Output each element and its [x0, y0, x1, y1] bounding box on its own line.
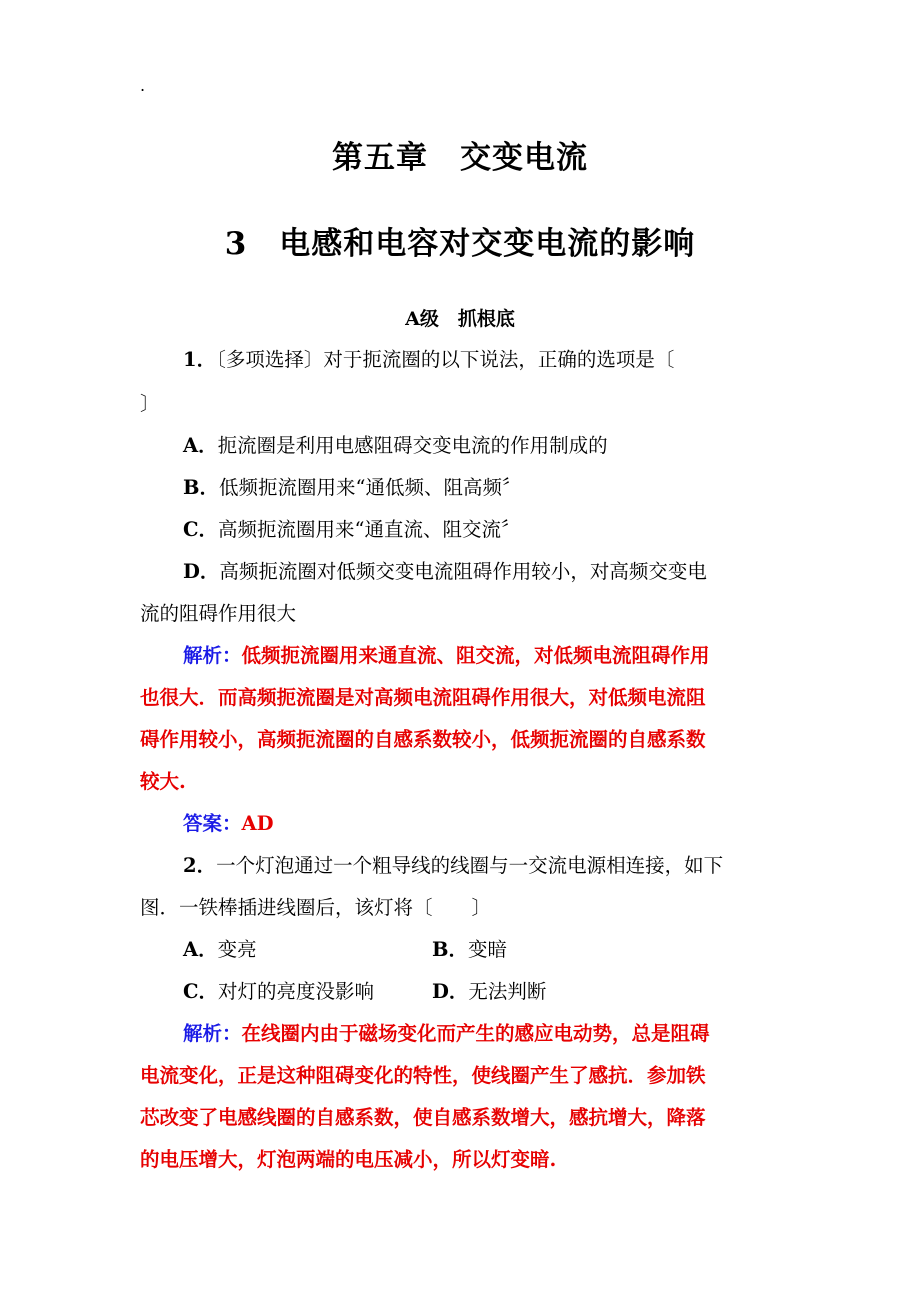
q2-analysis-line2: 电流变化，正是这种阻碍变化的特性，使线圈产生了感抗．参加铁: [140, 1064, 706, 1087]
q2-stem-line1: [183, 852, 723, 880]
answer-label: 答案：: [183, 812, 242, 835]
q1-option-c: [183, 516, 521, 544]
q1-analysis-line2: 也很大．而高频扼流圈是对高频电流阻碍作用很大，对低频电流阻: [140, 686, 706, 709]
q1-analysis-line1: [183, 642, 710, 670]
option-text: 高频扼流圈对低频交变电流阻碍作用较小，对高频交变电: [219, 560, 707, 583]
option-text: 变亮: [217, 938, 257, 961]
analysis-text: 在线圈内由于磁场变化而产生的感应电动势，总是阻碍: [241, 1022, 710, 1045]
option-label: C．: [183, 980, 219, 1003]
option-text: 无法判断: [468, 980, 547, 1003]
q1-analysis-line3: 碍作用较小，高频扼流圈的自感系数较小，低频扼流圈的自感系数: [140, 728, 706, 751]
q1-stem-text: 〔多项选择〕对于扼流圈的以下说法，正确的选项是〔: [216, 348, 675, 371]
q1-option-d-cont: 流的阻碍作用很大: [140, 602, 297, 625]
q2-stem-text: 一个灯泡通过一个粗导线的线圈与一交流电源相连接，如下: [216, 854, 724, 877]
q2-option-d: [432, 978, 546, 1006]
option-text: 高频扼流圈用来“通直流、阻交流〞: [218, 518, 521, 541]
q1-analysis-line4: 较大.: [140, 770, 186, 793]
option-label: B．: [432, 938, 468, 961]
q1-stem-line2: 〕: [140, 392, 160, 415]
lesson-title: 3 电感和电容对交变电流的影响: [224, 226, 696, 262]
q1-number: 1．: [183, 348, 217, 371]
option-text: 扼流圈是利用电感阻碍交变电流的作用制成的: [217, 434, 608, 457]
q2-stem-line2: 图．一铁棒插进线圈后，该灯将〔 〕: [140, 896, 492, 919]
option-text: 低频扼流圈用来“通低频、阻高频〞: [218, 476, 522, 499]
q2-analysis-line4: 的电压增大，灯泡两端的电压减小，所以灯变暗.: [140, 1148, 557, 1171]
q2-option-c: [183, 980, 374, 1003]
q2-options-row1: [183, 936, 783, 964]
analysis-label: 解析：: [183, 644, 242, 667]
q1-option-b: [183, 474, 521, 502]
option-text: 变暗: [467, 938, 507, 961]
option-text: 对灯的亮度没影响: [218, 980, 375, 1003]
q1-option-d: [183, 558, 707, 586]
analysis-label: 解析：: [183, 1022, 242, 1045]
q2-analysis-line1: [183, 1020, 710, 1048]
page-dot: .: [140, 76, 146, 95]
q2-option-a: [183, 938, 257, 961]
option-label: B．: [183, 476, 219, 499]
option-label: A．: [183, 938, 218, 961]
option-label: D．: [183, 560, 220, 583]
q2-options-row2: [183, 978, 783, 1006]
option-label: D．: [432, 980, 469, 1003]
q2-option-b: [432, 936, 507, 964]
analysis-text: 低频扼流圈用来通直流、阻交流，对低频电流阻碍作用: [241, 644, 710, 667]
option-label: A．: [183, 434, 218, 457]
q1-option-a: [183, 432, 608, 460]
q2-analysis-line3: 芯改变了电感线圈的自感系数，使自感系数增大，感抗增大，降落: [140, 1106, 706, 1129]
option-label: C．: [183, 518, 219, 541]
q1-stem-line1: [183, 346, 674, 374]
level-title: A级 抓根底: [405, 308, 515, 330]
q2-number: 2．: [183, 854, 217, 877]
chapter-title: 第五章 交变电流: [332, 140, 588, 176]
answer-value: AD: [241, 812, 274, 835]
q1-answer: [183, 810, 274, 838]
